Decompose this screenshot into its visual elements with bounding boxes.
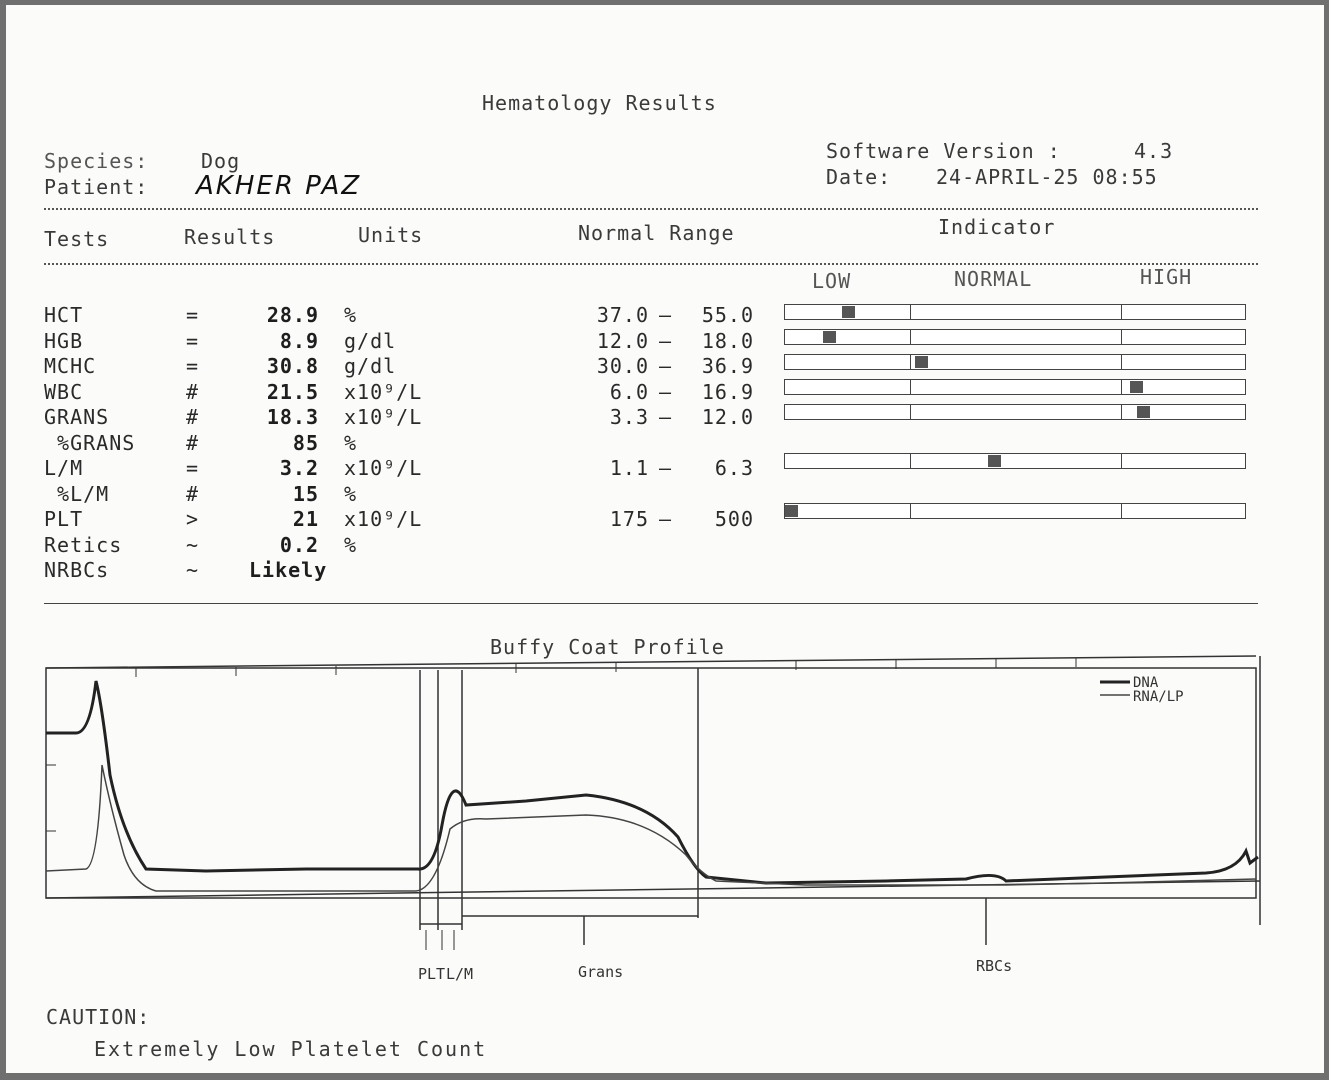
indicator-high-boundary	[1121, 305, 1122, 319]
indicator-marker	[988, 455, 1001, 467]
range-high: 12.0	[701, 405, 754, 429]
range-dash: –	[659, 405, 673, 429]
test-name: Retics	[44, 532, 123, 557]
test-name: MCHC	[44, 354, 97, 378]
indicator-bar	[784, 453, 1246, 469]
zone-label-plt: PLT	[418, 965, 446, 983]
result-unit: x10⁹/L	[344, 405, 423, 429]
dna-trace	[46, 681, 1258, 883]
indicator-low-label: LOW	[812, 269, 852, 293]
profile-title: Buffy Coat Profile	[490, 635, 725, 659]
range-low: 1.1	[609, 456, 649, 480]
test-name: GRANS	[44, 405, 110, 429]
range-high: 16.9	[701, 379, 754, 404]
test-name: NRBCs	[44, 558, 110, 582]
result-operator: #	[186, 405, 200, 429]
indicator-bar	[784, 503, 1246, 519]
legend-dna-label: DNA	[1133, 675, 1159, 691]
result-operator: =	[186, 328, 200, 353]
result-unit: %	[344, 303, 358, 327]
indicator-bar	[784, 354, 1246, 370]
result-value: 15	[292, 481, 319, 506]
caution-message: Extremely Low Platelet Count	[94, 1037, 488, 1061]
result-operator: =	[186, 303, 200, 327]
range-dash: –	[659, 354, 673, 378]
range-low: 6.0	[609, 379, 649, 404]
legend-rna-lp-label: RNA/LP	[1133, 689, 1184, 705]
range-high: 500	[714, 507, 754, 531]
result-operator: ~	[186, 532, 200, 557]
indicator-marker	[842, 306, 855, 318]
report-date: 24-APRIL-25 08:55	[936, 165, 1158, 189]
range-low: 37.0	[596, 303, 649, 327]
result-value: 8.9	[279, 328, 319, 353]
range-dash: –	[659, 456, 673, 480]
zone-label-grans: Grans	[578, 963, 624, 981]
range-dash: –	[659, 379, 673, 404]
indicator-low-boundary	[910, 504, 911, 518]
report-page	[6, 5, 1324, 1073]
range-high: 36.9	[701, 354, 754, 378]
result-operator: >	[186, 507, 200, 531]
species-label: Species:	[44, 149, 149, 173]
range-low: 3.3	[609, 405, 649, 429]
indicator-low-boundary	[910, 405, 911, 419]
indicator-high-boundary	[1121, 405, 1122, 419]
test-name: WBC	[44, 379, 84, 404]
result-unit: %	[344, 481, 358, 506]
range-low: 12.0	[596, 328, 649, 353]
patient-label: Patient:	[44, 175, 149, 199]
col-normal-range: Normal Range	[578, 221, 735, 245]
range-low: 175	[609, 507, 649, 531]
indicator-marker	[1130, 381, 1143, 393]
indicator-normal-label: NORMAL	[954, 267, 1033, 291]
software-version-label: Software Version :	[826, 139, 1061, 163]
result-value: 28.9	[266, 303, 319, 327]
indicator-high-boundary	[1121, 330, 1122, 344]
test-name: HCT	[44, 303, 84, 327]
result-value: 21.5	[266, 379, 319, 404]
profile-frame	[46, 668, 1256, 898]
test-name: %L/M	[44, 481, 110, 506]
result-value: 0.2	[279, 532, 319, 557]
result-unit: %	[344, 430, 358, 455]
result-unit: x10⁹/L	[344, 456, 423, 480]
result-value: 85	[292, 430, 319, 455]
indicator-marker	[785, 505, 798, 517]
result-operator: =	[186, 456, 200, 480]
test-name: %GRANS	[44, 430, 136, 455]
result-unit: x10⁹/L	[344, 507, 423, 531]
indicator-bar	[784, 404, 1246, 420]
indicator-high-boundary	[1121, 504, 1122, 518]
result-value: 30.8	[266, 354, 319, 378]
result-unit: g/dl	[344, 354, 397, 378]
col-units: Units	[358, 223, 424, 247]
date-label: Date:	[826, 165, 892, 189]
col-tests: Tests	[44, 227, 110, 251]
test-name: HGB	[44, 328, 84, 353]
profile-top-edge	[46, 656, 1256, 668]
range-dash: –	[659, 303, 673, 327]
indicator-high-boundary	[1121, 355, 1122, 369]
indicator-marker	[915, 356, 928, 368]
col-indicator: Indicator	[938, 215, 1056, 239]
report-title: Hematology Results	[482, 91, 717, 115]
result-value: 21	[292, 507, 319, 531]
result-operator: =	[186, 354, 200, 378]
range-high: 6.3	[714, 456, 754, 480]
indicator-marker	[1137, 406, 1150, 418]
rna-lp-trace	[46, 765, 1256, 891]
indicator-marker	[823, 331, 836, 343]
indicator-low-boundary	[910, 305, 911, 319]
indicator-bar	[784, 304, 1246, 320]
indicator-bar	[784, 379, 1246, 395]
patient-name-handwritten: AKHER PAZ	[196, 171, 362, 201]
indicator-low-boundary	[910, 330, 911, 344]
range-dash: –	[659, 328, 673, 353]
test-name: L/M	[44, 456, 84, 480]
result-unit: g/dl	[344, 328, 397, 353]
result-unit: x10⁹/L	[344, 379, 423, 404]
range-high: 55.0	[701, 303, 754, 327]
indicator-low-boundary	[910, 355, 911, 369]
range-high: 18.0	[701, 328, 754, 353]
indicator-high-boundary	[1121, 454, 1122, 468]
indicator-bar	[784, 329, 1246, 345]
software-version: 4.3	[1134, 139, 1174, 163]
result-value: Likely	[249, 558, 328, 582]
species-value: Dog	[201, 149, 241, 173]
result-operator: #	[186, 379, 200, 404]
buffy-coat-profile-chart	[6, 5, 1324, 1073]
result-operator: #	[186, 481, 200, 506]
result-operator: ~	[186, 558, 200, 582]
zone-label-lm: L/M	[446, 965, 474, 983]
result-value: 18.3	[266, 405, 319, 429]
result-operator: #	[186, 430, 200, 455]
range-low: 30.0	[596, 354, 649, 378]
indicator-high-label: HIGH	[1140, 265, 1193, 289]
indicator-low-boundary	[910, 380, 911, 394]
col-results: Results	[184, 225, 276, 249]
caution-label: CAUTION:	[46, 1005, 151, 1029]
result-unit: %	[344, 532, 358, 557]
indicator-low-boundary	[910, 454, 911, 468]
range-dash: –	[659, 507, 673, 531]
test-name: PLT	[44, 507, 84, 531]
zone-label-rbcs: RBCs	[976, 957, 1013, 975]
result-value: 3.2	[279, 456, 319, 480]
indicator-high-boundary	[1121, 380, 1122, 394]
